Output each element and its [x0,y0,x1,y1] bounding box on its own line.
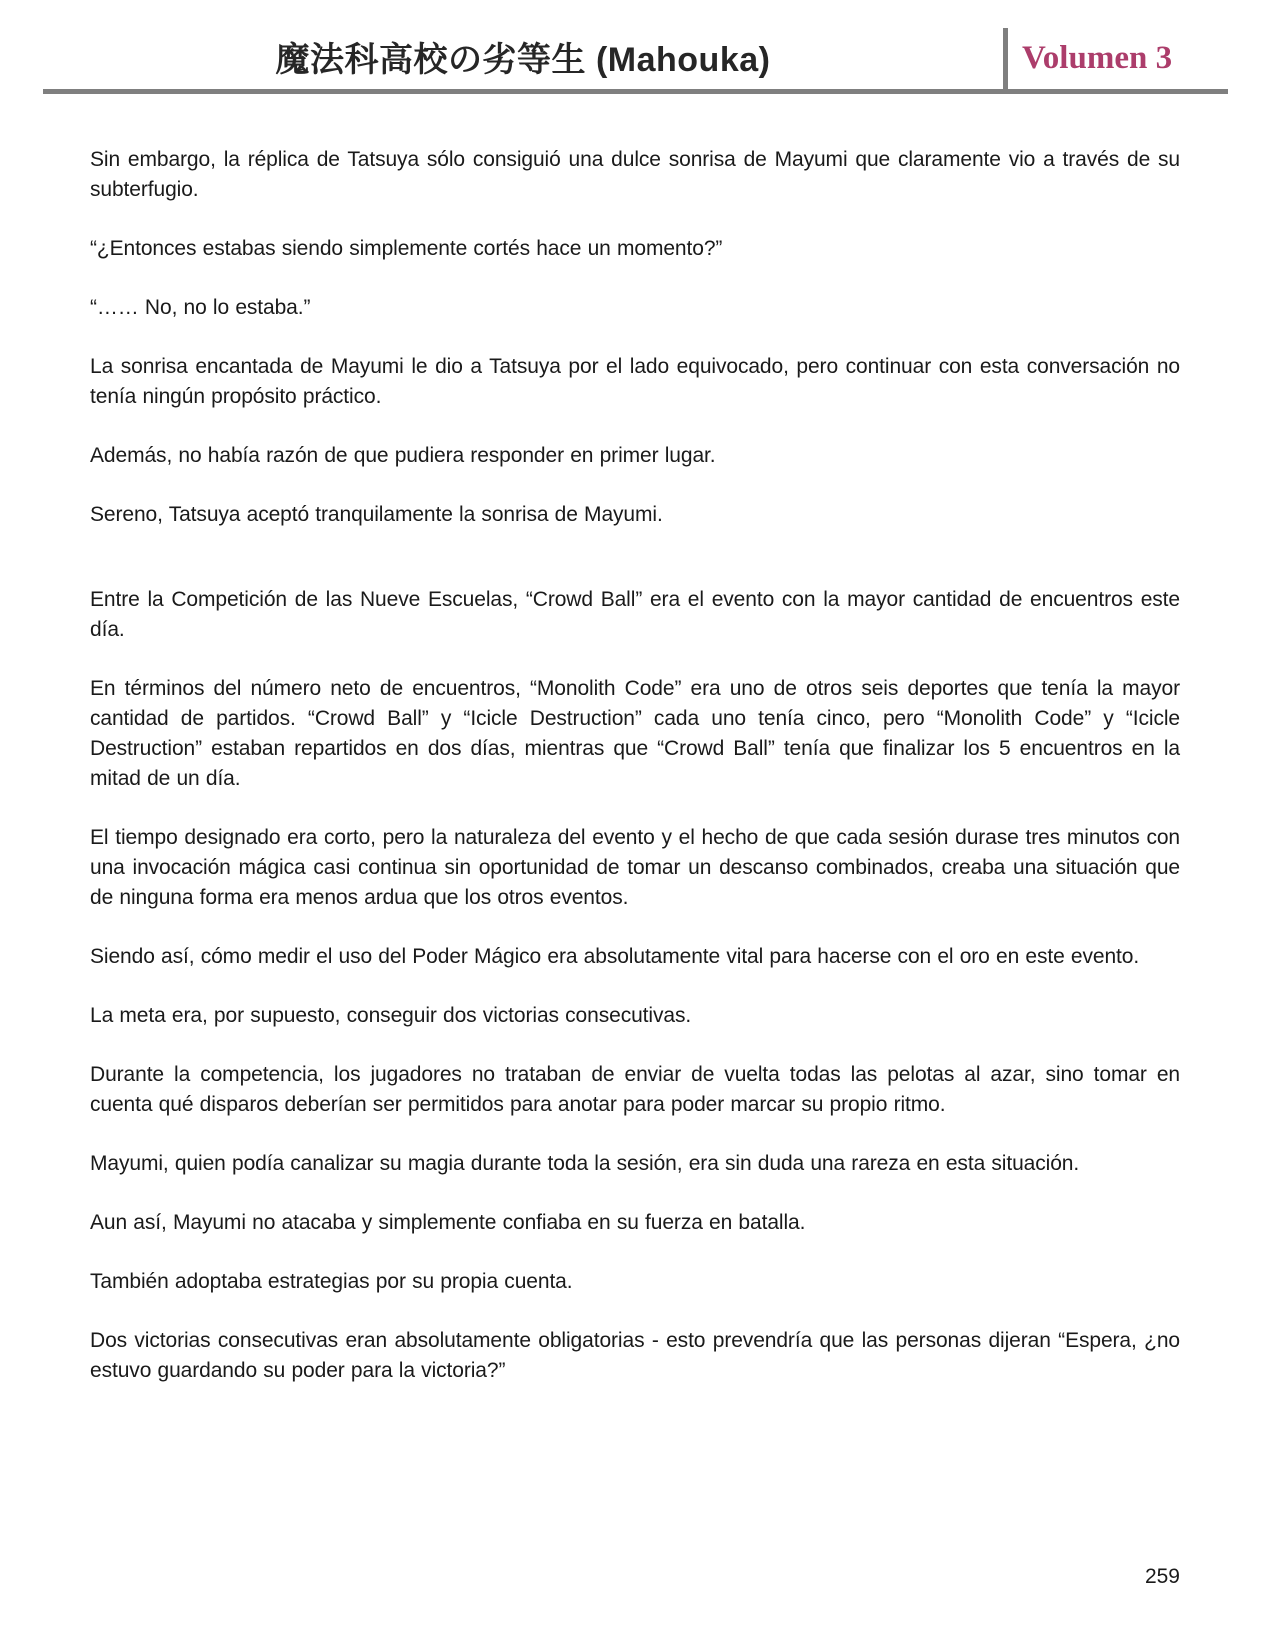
paragraph: Mayumi, quien podía canalizar su magia durante toda la sesión, era sin duda una rareza en esta situación. [90,1152,1080,1175]
volume-label: Volumen 3 [1022,40,1173,76]
page-body [90,145,1180,1415]
paragraph: Entre la Competición de las Nueve Escuelas, “Crowd Ball” era el evento con la mayor cantidad de encuentros este día. [90,588,1180,641]
document-title: 魔法科高校の劣等生 (Mahouka) [275,41,771,79]
paragraph: Sin embargo, la réplica de Tatsuya sólo consiguió una dulce sonrisa de Mayumi que claramente vio a través de su subterfugio. [90,148,1180,201]
paragraph: En términos del número neto de encuentros, “Monolith Code” era uno de otros seis deportes que tenía la mayor cantidad de partidos. “Crowd Ball” y “Icicle Destruction” cada uno tenía cinco, pero “Monolith Code” y “Icicle Destruction” estaban repartidos en dos días, mientras que “Crowd Ball” tenía que finalizar los 5 encuentros en la mitad de un día. [90,677,1180,790]
paragraph: “¿Entonces estabas siendo simplemente cortés hace un momento?” [90,237,723,260]
page-number: 259 [1144,1565,1180,1588]
paragraph: También adoptaba estrategias por su propia cuenta. [90,1270,573,1293]
header-volume-area [1008,0,1228,89]
page-header [43,0,1228,94]
paragraph: “…… No, no lo estaba.” [90,296,311,319]
paragraph: El tiempo designado era corto, pero la naturaleza del evento y el hecho de que cada sesión durase tres minutos con una invocación mágica casi continua sin oportunidad de tomar un descanso combinados, creaba una situación que de ninguna forma era menos ardua que los otros eventos. [90,826,1180,909]
paragraph: Además, no había razón de que pudiera responder en primer lugar. [90,444,716,467]
paragraph: La sonrisa encantada de Mayumi le dio a Tatsuya por el lado equivocado, pero continuar con esta conversación no tenía ningún propósito práctico. [90,355,1180,408]
paragraph: Durante la competencia, los jugadores no trataban de enviar de vuelta todas las pelotas al azar, sino tomar en cuenta qué disparos deberían ser permitidos para anotar para poder marcar su propio ritmo. [90,1063,1180,1116]
paragraph: Aun así, Mayumi no atacaba y simplemente confiaba en su fuerza en batalla. [90,1211,806,1234]
paragraph: Sereno, Tatsuya aceptó tranquilamente la sonrisa de Mayumi. [90,503,663,526]
paragraph: La meta era, por supuesto, conseguir dos victorias consecutivas. [90,1004,692,1027]
header-title-area [43,0,1003,89]
paragraph: Dos victorias consecutivas eran absolutamente obligatorias - esto prevendría que las personas dijeran “Espera, ¿no estuvo guardando su poder para la victoria?” [90,1329,1180,1382]
paragraph: Siendo así, cómo medir el uso del Poder Mágico era absolutamente vital para hacerse con el oro en este evento. [90,945,1140,968]
scene-break [90,559,1180,585]
